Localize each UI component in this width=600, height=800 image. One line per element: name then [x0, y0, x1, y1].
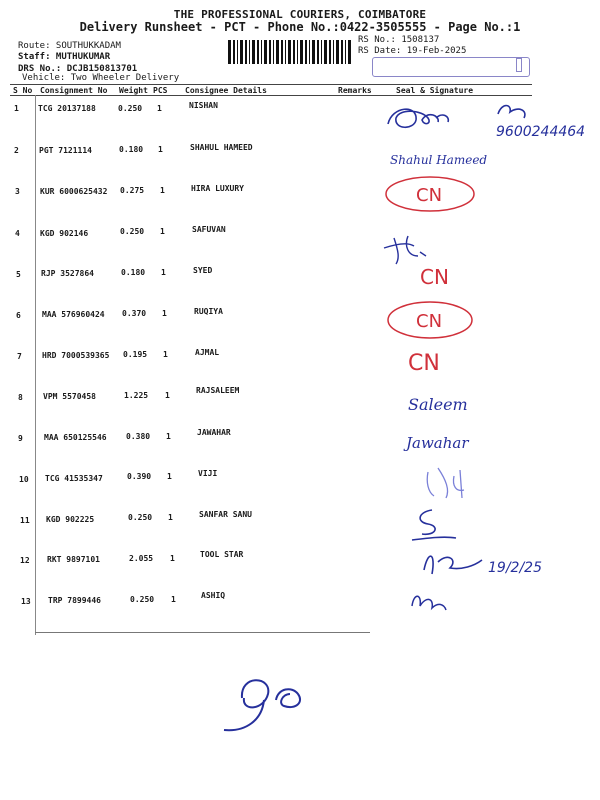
row-weight: 0.180: [119, 145, 144, 154]
barcode-bar: [261, 40, 262, 64]
row-weight: 1.225: [124, 391, 149, 400]
col-consignee-header: Consignee Details: [185, 86, 267, 95]
drs-label: DRS No.: DCJB150813701: [18, 64, 138, 74]
row-sno: 5: [16, 270, 21, 279]
row-consignee: HIRA LUXURY: [191, 184, 244, 193]
row-consignment: TCG 20137188: [38, 104, 96, 113]
cn-mark: CN: [416, 311, 443, 332]
barcode-bar: [300, 40, 303, 64]
col-weight-header: Weight: [119, 86, 148, 95]
row-sno: 3: [15, 187, 20, 196]
row-pcs: 1: [160, 186, 165, 195]
row-consignment: HRD 7000539365: [42, 351, 110, 360]
row-consignee: RUQIYA: [194, 307, 223, 316]
barcode-bar: [333, 40, 334, 64]
barcode-bar: [297, 40, 298, 64]
barcode-bar: [345, 40, 346, 64]
row-sno: 8: [18, 393, 23, 402]
row-weight: 0.180: [121, 268, 146, 277]
barcode-bar: [317, 40, 319, 64]
sig-saleem-text: Saleem: [408, 395, 468, 414]
cn-stamp-row6: [384, 298, 482, 344]
row-consignment: RKT 9897101: [47, 555, 100, 564]
row-weight: 0.390: [127, 472, 152, 481]
barcode-bar: [341, 40, 343, 64]
row-sno: 9: [18, 434, 23, 443]
rs-number: RS No.: 1508137: [358, 35, 440, 45]
signature-row2: [386, 140, 506, 174]
row-weight: 0.250: [128, 513, 153, 522]
row-consignee: AJMAL: [195, 348, 220, 357]
barcode-bar: [269, 40, 271, 64]
runsheet-subtitle: Delivery Runsheet - PCT - Phone No.:0422-3505555 - Page No.:1: [79, 20, 521, 34]
row-weight: 0.370: [122, 309, 147, 318]
row-consignment: KUR 6000625432: [40, 187, 108, 196]
row-pcs: 1: [161, 268, 166, 277]
barcode-bar: [245, 40, 247, 64]
staff-signature: [212, 660, 342, 740]
barcode-bar: [228, 40, 231, 64]
cn-mark: CN: [416, 185, 443, 206]
row-pcs: 1: [168, 513, 173, 522]
row-pcs: 1: [165, 391, 170, 400]
table-top-rule: [10, 84, 532, 85]
row-pcs: 1: [170, 554, 175, 563]
barcode-bar: [293, 40, 295, 64]
barcode: [228, 40, 352, 64]
row-consignee: RAJSALEEM: [196, 386, 240, 395]
row-pcs: 1: [162, 309, 167, 318]
cn-stamp-row3: [378, 174, 488, 218]
barcode-bar: [233, 40, 235, 64]
barcode-bar: [324, 40, 327, 64]
row-pcs: 1: [158, 145, 163, 154]
row-sno: 1: [14, 104, 19, 113]
row-consignment: KGD 902225: [46, 515, 95, 524]
row-sno: 2: [14, 146, 19, 155]
row-consignment: VPM 5570458: [43, 392, 96, 401]
barcode-bar: [252, 40, 255, 64]
barcode-bar: [312, 40, 315, 64]
row-weight: 0.250: [120, 227, 145, 236]
row-consignee: TOOL STAR: [200, 550, 244, 559]
row-consignee: VIJI: [198, 469, 218, 478]
signature-row11: [408, 504, 468, 544]
row-pcs: 1: [163, 350, 168, 359]
signature-row8: [404, 384, 500, 420]
barcode-bar: [285, 40, 286, 64]
row-sno: 12: [20, 556, 30, 565]
row-pcs: 1: [160, 227, 165, 236]
barcode-bar: [288, 40, 291, 64]
col-seal-header: Seal & Signature: [396, 86, 474, 95]
row-consignee: NISHAN: [189, 101, 218, 110]
phone-handwriting: 9600244464: [496, 124, 586, 140]
row-consignment: MAA 576960424: [42, 310, 105, 319]
row-weight: 2.055: [129, 554, 154, 563]
barcode-bar: [276, 40, 279, 64]
row-pcs: 1: [166, 432, 171, 441]
barcode-bar: [240, 40, 243, 64]
signature-row13: [406, 586, 456, 616]
row-pcs: 1: [171, 595, 176, 604]
row-consignment: RJP 3527864: [41, 269, 94, 278]
table-col-divider: [35, 95, 36, 635]
row-sno: 13: [21, 597, 31, 606]
row-consignment: MAA 650125546: [44, 433, 107, 442]
row-consignment: KGD 902146: [40, 229, 89, 238]
staff-label: Staff: MUTHUKUMAR: [18, 52, 111, 62]
row-consignee: SAFUVAN: [192, 225, 226, 234]
row-sno: 7: [17, 352, 22, 361]
col-sno-header: S No: [13, 86, 33, 95]
barcode-bar: [321, 40, 322, 64]
barcode-bar: [281, 40, 283, 64]
row-sno: 6: [16, 311, 21, 320]
row-weight: 0.250: [118, 104, 143, 113]
row-sno: 10: [19, 475, 29, 484]
table-bottom-rule: [35, 632, 370, 633]
row-weight: 0.275: [120, 186, 145, 195]
barcode-bar: [305, 40, 307, 64]
row-consignment: TCG 41535347: [45, 474, 103, 483]
rs-date: RS Date: 19-Feb-2025: [358, 46, 467, 56]
row-sno: 11: [20, 516, 30, 525]
barcode-bar: [273, 40, 274, 64]
signature-row9: [404, 424, 504, 460]
cn-mark-row5: [404, 260, 474, 292]
barcode-bar: [348, 40, 351, 64]
barcode-bar: [249, 40, 250, 64]
barcode-bar: [329, 40, 331, 64]
col-pcs-header: PCS: [153, 86, 168, 95]
col-consignment-header: Consignment No: [40, 86, 108, 95]
date-handwriting: 19/2/25: [488, 560, 542, 576]
row-consignee: SANFAR SANU: [199, 510, 252, 519]
row-weight: 0.195: [123, 350, 148, 359]
row-consignee: SHAHUL HAMEED: [190, 143, 253, 152]
row-consignment: TRP 7899446: [48, 596, 101, 605]
sig-shahul-text: Shahul Hameed: [390, 153, 488, 167]
barcode-bar: [336, 40, 339, 64]
row-pcs: 1: [157, 104, 162, 113]
row-sno: 4: [15, 229, 20, 238]
row-consignment: PGT 7121114: [39, 146, 92, 155]
signature-row10: [420, 462, 480, 500]
signature-row1: [378, 96, 588, 138]
stamp-tab: [516, 58, 522, 72]
cn-mark-row7: [402, 346, 472, 378]
sig-jawahar-text: Jawahar: [406, 434, 469, 452]
row-consignee: ASHIQ: [201, 591, 226, 600]
col-remarks-header: Remarks: [338, 86, 372, 95]
row-consignee: JAWAHAR: [197, 428, 231, 437]
barcode-bar: [264, 40, 267, 64]
signature-row12: [418, 540, 588, 586]
vehicle-label: Vehicle: Two Wheeler Delivery: [22, 73, 180, 83]
row-consignee: SYED: [193, 266, 213, 275]
stamp-box: [372, 57, 530, 77]
route-label: Route: SOUTHUKKADAM: [18, 41, 121, 51]
barcode-bar: [309, 40, 310, 64]
row-pcs: 1: [167, 472, 172, 481]
company-title: THE PROFESSIONAL COURIERS, COIMBATORE: [173, 8, 427, 21]
cn-mark: CN: [408, 351, 440, 376]
row-weight: 0.380: [126, 432, 151, 441]
row-weight: 0.250: [130, 595, 155, 604]
cn-mark: CN: [420, 265, 449, 289]
barcode-bar: [237, 40, 238, 64]
barcode-bar: [257, 40, 259, 64]
